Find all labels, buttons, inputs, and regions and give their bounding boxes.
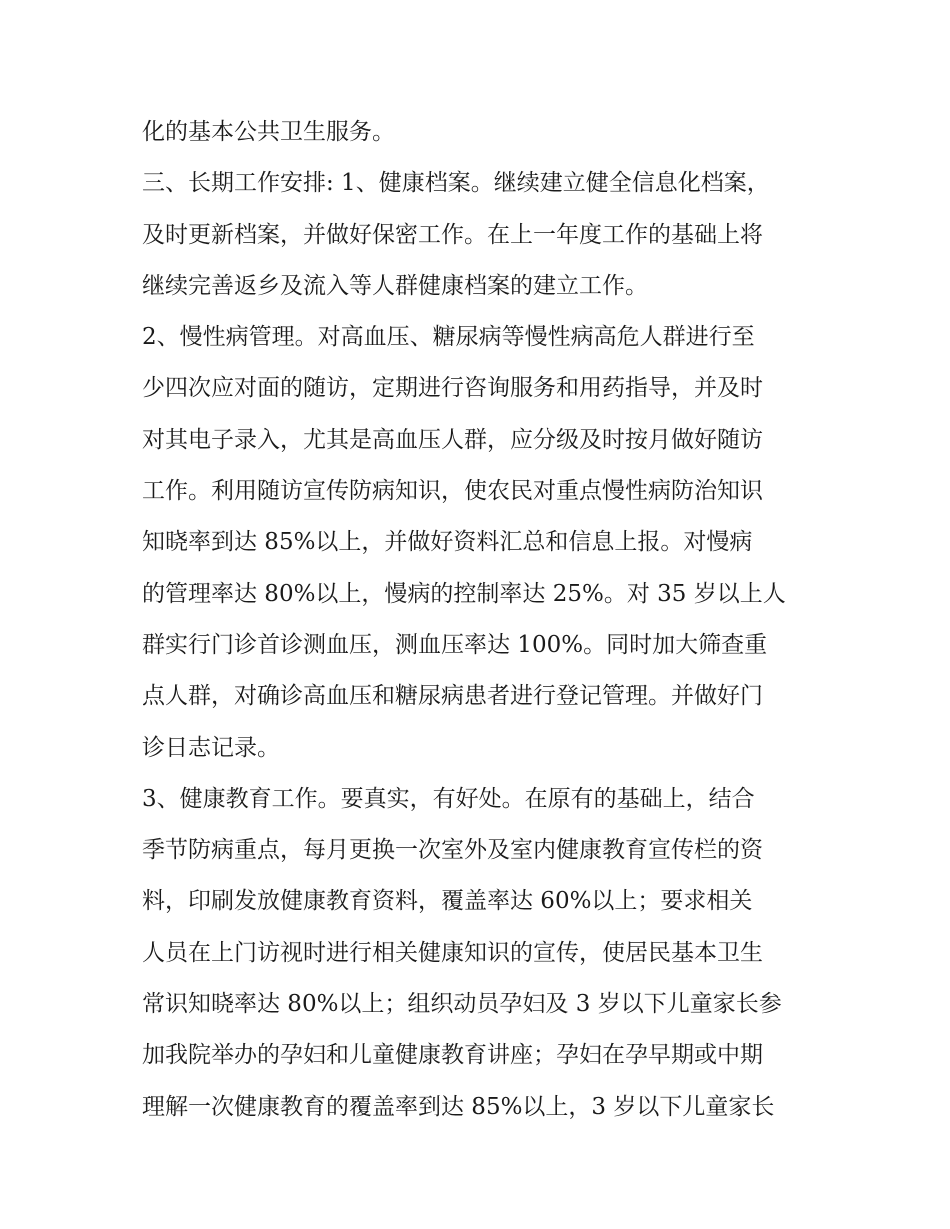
text-line: 人员在上门访视时进行相关健康知识的宣传，使居民基本卫生 <box>142 939 763 966</box>
text-line: 工作。利用随访宣传防病知识，使农民对重点慢性病防治知识 <box>142 478 763 505</box>
document-body <box>142 107 832 1133</box>
text-line: 继续完善返乡及流入等人群健康档案的建立工作。 <box>142 272 648 299</box>
text-line: 知晓率到达 85%以上，并做好资料汇总和信息上报。对慢病 <box>142 529 753 556</box>
text-line: 加我院举办的孕妇和儿童健康教育讲座；孕妇在孕早期或中期 <box>142 1042 763 1069</box>
text-line: 及时更新档案，并做好保密工作。在上一年度工作的基础上将 <box>142 221 763 248</box>
text-line: 3、健康教育工作。要真实，有好处。在原有的基础上，结合 <box>142 785 755 812</box>
text-line: 对其电子录入，尤其是高血压人群，应分级及时按月做好随访 <box>142 426 763 453</box>
text-line: 三、长期工作安排: 1、健康档案。继续建立健全信息化档案， <box>142 170 770 197</box>
text-line: 料，印刷发放健康教育资料，覆盖率达 60%以上；要求相关 <box>142 888 753 915</box>
text-line: 诊日志记录。 <box>142 734 280 761</box>
text-line: 季节防病重点，每月更换一次室外及室内健康教育宣传栏的资 <box>142 837 763 864</box>
text-line: 常识知晓率达 80%以上；组织动员孕妇及 3 岁以下儿童家长参 <box>142 991 782 1018</box>
text-line: 理解一次健康教育的覆盖率到达 85%以上，3 岁以下儿童家长 <box>142 1093 775 1120</box>
text-line: 群实行门诊首诊测血压，测血压率达 100%。同时加大筛查重 <box>142 631 768 658</box>
text-line: 化的基本公共卫生服务。 <box>142 119 395 145</box>
text-line: 2、慢性病管理。对高血压、糖尿病等慢性病高危人群进行至 <box>142 324 755 351</box>
text-line: 点人群，对确诊高血压和糖尿病患者进行登记管理。并做好门 <box>142 683 763 710</box>
text-line: 少四次应对面的随访，定期进行咨询服务和用药指导，并及时 <box>142 375 763 402</box>
text-line: 的管理率达 80%以上，慢病的控制率达 25%。对 35 岁以上人 <box>142 580 786 607</box>
